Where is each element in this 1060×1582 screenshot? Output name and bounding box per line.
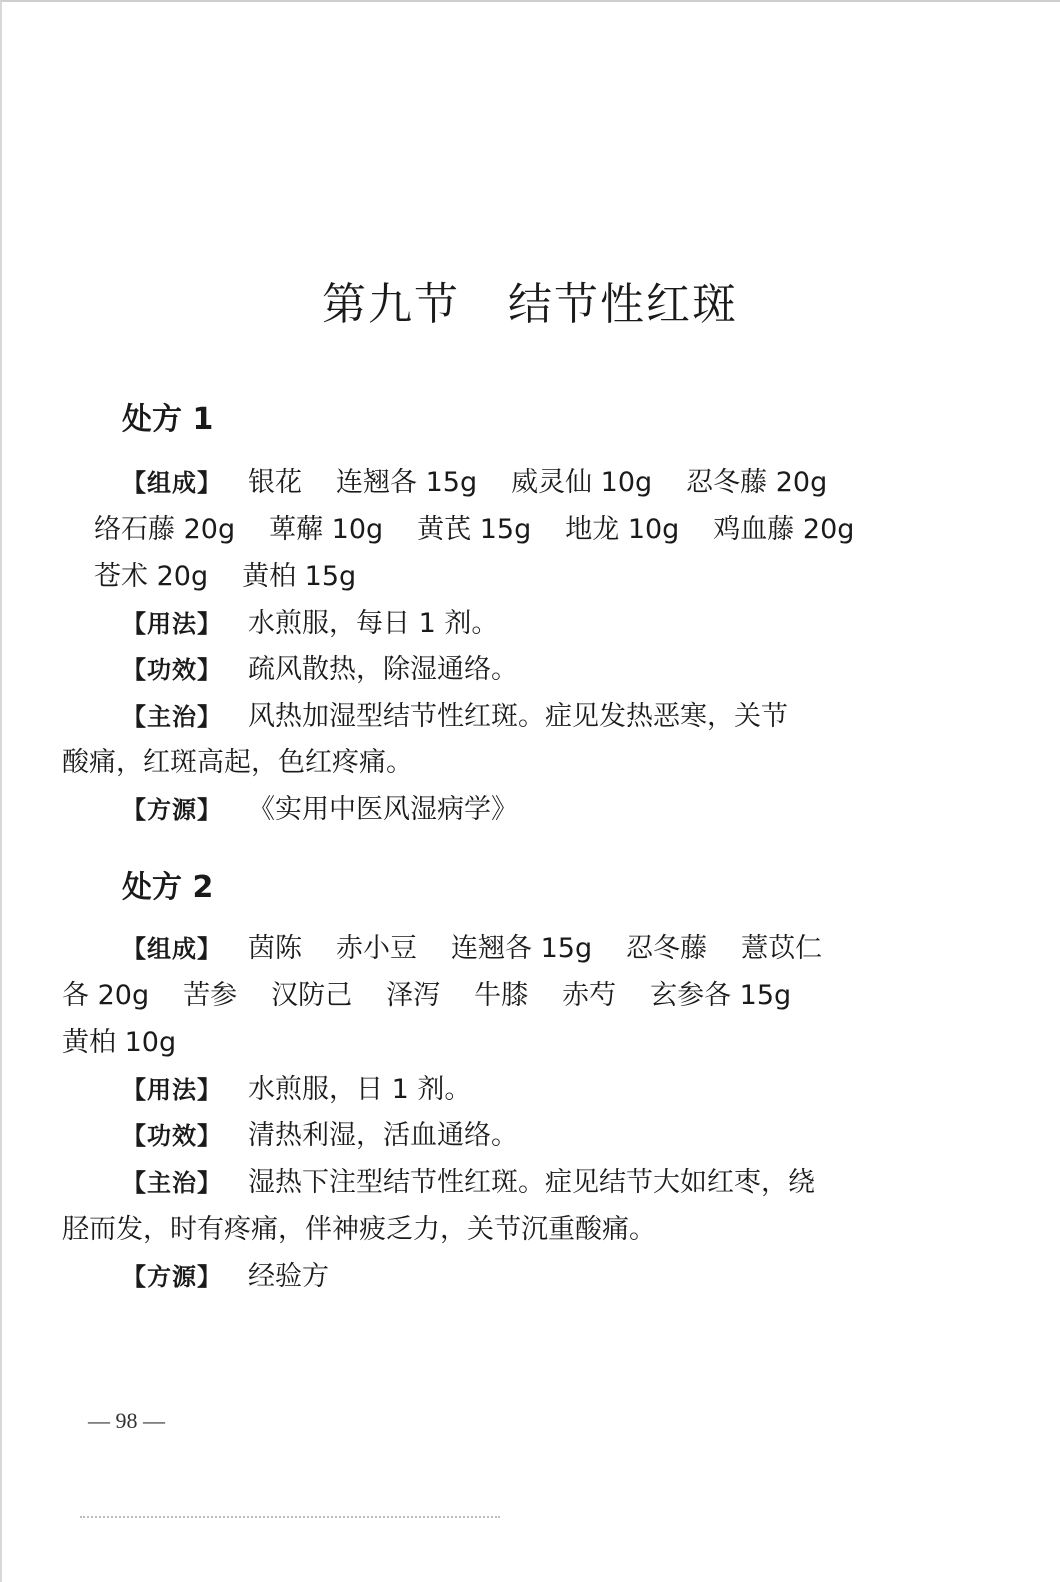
composition-line bbox=[62, 1026, 176, 1060]
composition-line bbox=[122, 932, 822, 966]
herb-item: 黄芪 15g bbox=[417, 514, 532, 545]
section-title: 结节性红斑 bbox=[508, 279, 738, 330]
source-label: 【方源】 bbox=[122, 1263, 222, 1291]
scan-artifact-divider bbox=[80, 1516, 500, 1522]
herb-item: 连翘各 15g bbox=[451, 933, 593, 964]
efficacy-label: 【功效】 bbox=[122, 656, 222, 684]
usage-line bbox=[122, 607, 498, 641]
herb-item: 连翘各 15g bbox=[336, 467, 478, 498]
herb-item: 地龙 10g bbox=[565, 514, 680, 545]
composition-line bbox=[62, 979, 791, 1013]
prescription-heading: 处方 1 bbox=[122, 402, 214, 437]
herb-item: 忍冬藤 bbox=[626, 933, 708, 964]
indication-continuation: 酸痛，红斑高起，色红疼痛。 bbox=[62, 747, 413, 778]
composition-label: 【组成】 bbox=[122, 935, 222, 963]
efficacy-text: 疏风散热，除湿通络。 bbox=[248, 654, 518, 685]
page-number: — 98 — bbox=[88, 1408, 165, 1433]
efficacy-line bbox=[122, 653, 518, 687]
efficacy-line bbox=[122, 1119, 518, 1153]
indication-line bbox=[122, 700, 788, 734]
herb-item: 苦参 bbox=[183, 980, 238, 1011]
source-text: 经验方 bbox=[248, 1261, 329, 1292]
composition-line bbox=[94, 513, 854, 547]
herb-item: 赤小豆 bbox=[336, 933, 417, 964]
efficacy-text: 清热利湿，活血通络。 bbox=[248, 1120, 518, 1151]
source-line bbox=[122, 793, 518, 827]
herb-item: 赤芍 bbox=[562, 980, 617, 1011]
chapter-title bbox=[0, 268, 1060, 332]
herb-item: 鸡血藤 20g bbox=[713, 514, 855, 545]
efficacy-label: 【功效】 bbox=[122, 1122, 222, 1150]
herb-item: 牛膝 bbox=[474, 980, 529, 1011]
herb-item: 苍术 20g bbox=[94, 561, 209, 592]
herb-item: 茵陈 bbox=[248, 933, 302, 964]
herb-item: 泽泻 bbox=[386, 980, 441, 1011]
herb-item: 玄参各 15g bbox=[650, 980, 792, 1011]
herb-item: 忍冬藤 20g bbox=[686, 467, 828, 498]
indication-continuation: 胫而发，时有疼痛，伴神疲乏力，关节沉重酸痛。 bbox=[62, 1214, 656, 1245]
herb-item: 威灵仙 10g bbox=[511, 467, 653, 498]
usage-text: 水煎服，日 1 剂。 bbox=[248, 1074, 472, 1105]
herb-item: 汉防己 bbox=[271, 980, 353, 1011]
indication-label: 【主治】 bbox=[122, 1169, 222, 1197]
composition-line bbox=[94, 560, 356, 594]
section-number: 第九节 bbox=[322, 279, 460, 330]
herb-item: 络石藤 20g bbox=[94, 514, 236, 545]
indication-text: 风热加湿型结节性红斑。症见发热恶寒，关节 bbox=[248, 701, 788, 732]
herb-item: 银花 bbox=[248, 467, 302, 498]
herb-item: 薏苡仁 bbox=[741, 933, 823, 964]
herb-item: 黄柏 15g bbox=[242, 561, 357, 592]
usage-label: 【用法】 bbox=[122, 1076, 222, 1104]
composition-label: 【组成】 bbox=[122, 469, 222, 497]
usage-text: 水煎服，每日 1 剂。 bbox=[248, 608, 499, 639]
usage-line bbox=[122, 1073, 471, 1107]
usage-label: 【用法】 bbox=[122, 610, 222, 638]
herb-item: 萆薢 10g bbox=[269, 514, 384, 545]
indication-text: 湿热下注型结节性红斑。症见结节大如红枣，绕 bbox=[248, 1167, 815, 1198]
composition-line bbox=[122, 466, 827, 500]
herb-item: 黄柏 10g bbox=[62, 1027, 177, 1058]
indication-label: 【主治】 bbox=[122, 703, 222, 731]
indication-line bbox=[122, 1166, 815, 1200]
source-line bbox=[122, 1260, 329, 1294]
herb-item: 各 20g bbox=[62, 980, 150, 1011]
prescription-heading: 处方 2 bbox=[122, 870, 214, 905]
source-text: 《实用中医风湿病学》 bbox=[248, 794, 518, 825]
source-label: 【方源】 bbox=[122, 796, 222, 824]
